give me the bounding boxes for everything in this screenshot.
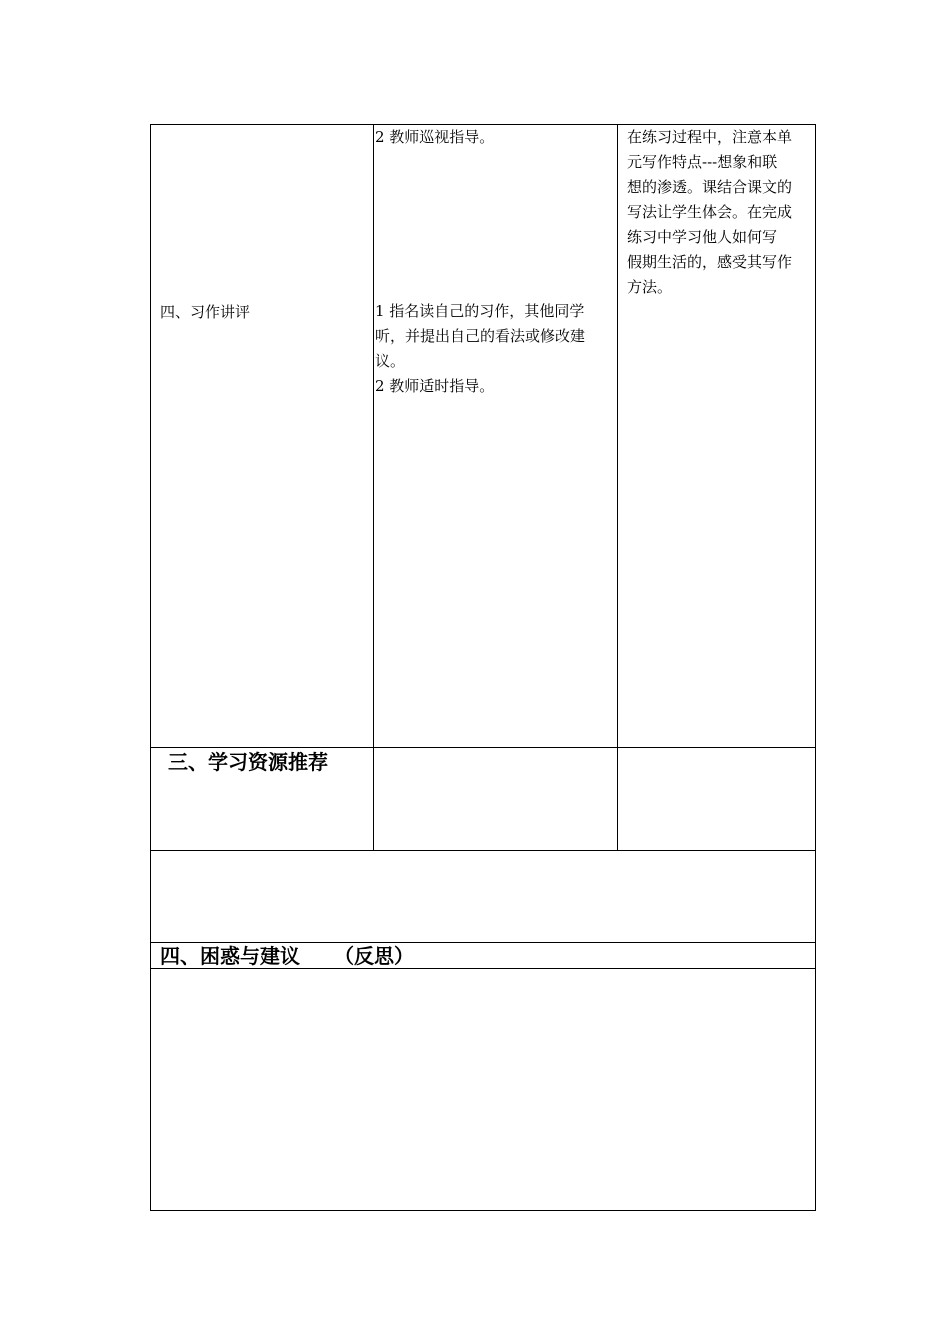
- table-border-right: [815, 124, 816, 1211]
- row1-col2-line-b4: 2 教师适时指导。: [375, 377, 495, 395]
- table-border-bottom: [150, 1210, 816, 1211]
- reflection-heading-paren: （反思）: [334, 944, 414, 968]
- table-divider-col1: [373, 124, 374, 851]
- row2-col1-label: 三、学习资源推荐: [168, 750, 328, 774]
- row1-col1-label: 四、习作讲评: [160, 303, 251, 321]
- table-divider-col2: [617, 124, 618, 851]
- row1-col3-line-7: 方法。: [627, 278, 673, 296]
- reflection-heading: 四、困惑与建议: [160, 944, 300, 968]
- table-border-row2-bottom: [150, 850, 816, 851]
- table-border-left: [150, 124, 151, 1211]
- row1-col3-line-4: 写法让学生体会。在完成: [627, 203, 793, 221]
- row1-col3-line-3: 想的渗透。课结合课文的: [627, 178, 793, 196]
- row1-col3-line-1: 在练习过程中，注意本单: [627, 128, 793, 146]
- row1-col3-line-6: 假期生活的，感受其写作: [627, 253, 793, 271]
- row1-col2-line-b3: 议。: [375, 352, 406, 370]
- row1-col3-line-5: 练习中学习他人如何写: [627, 228, 778, 246]
- row1-col3-line-2: 元写作特点---想象和联: [627, 153, 778, 171]
- row1-col2-line-b1: 1 指名读自己的习作，其他同学: [375, 302, 585, 320]
- row1-col2-line-b2: 听，并提出自己的看法或修改建: [375, 327, 586, 345]
- row1-col2-line-1: 2 教师巡视指导。: [375, 128, 495, 146]
